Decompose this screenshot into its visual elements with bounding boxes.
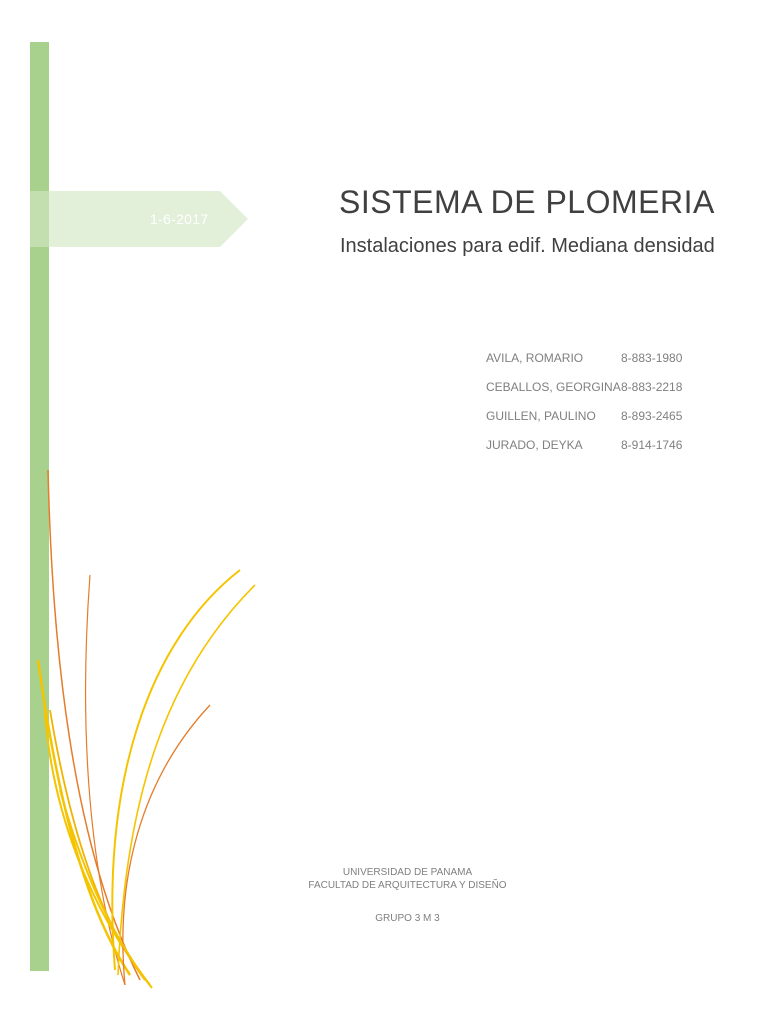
member-row: [486, 351, 726, 380]
faculty-name: FACULTAD DE ARQUITECTURA Y DISEÑO: [308, 880, 507, 891]
group-label: GRUPO 3 M 3: [375, 913, 440, 924]
date-tab: [30, 191, 248, 247]
member-list: [486, 351, 726, 467]
member-name: CEBALLOS, GEORGINA: [486, 380, 621, 394]
grass-blade: [86, 575, 125, 985]
member-name: JURADO, DEYKA: [486, 438, 583, 452]
grass-blade: [44, 700, 152, 988]
member-row: [486, 380, 726, 409]
cover-date: 1-6-2017: [150, 211, 209, 227]
member-id: 8-883-1980: [621, 351, 683, 365]
member-id: 8-883-2218: [621, 380, 683, 394]
member-name: GUILLEN, PAULINO: [486, 409, 596, 423]
grass-blade: [112, 570, 240, 970]
member-id: 8-914-1746: [621, 438, 683, 452]
member-row: [486, 409, 726, 438]
member-id: 8-893-2465: [621, 409, 683, 423]
document-title: SISTEMA DE PLOMERIA: [339, 184, 715, 220]
grass-blade: [123, 705, 210, 985]
grass-decoration: [30, 460, 270, 990]
grass-blade: [118, 585, 255, 975]
member-name: AVILA, ROMARIO: [486, 351, 584, 365]
document-subtitle: Instalaciones para edif. Mediana densidad: [340, 235, 715, 257]
member-row: [486, 438, 726, 467]
footer-block: [300, 866, 515, 925]
university-name: UNIVERSIDAD DE PANAMA: [342, 867, 473, 878]
